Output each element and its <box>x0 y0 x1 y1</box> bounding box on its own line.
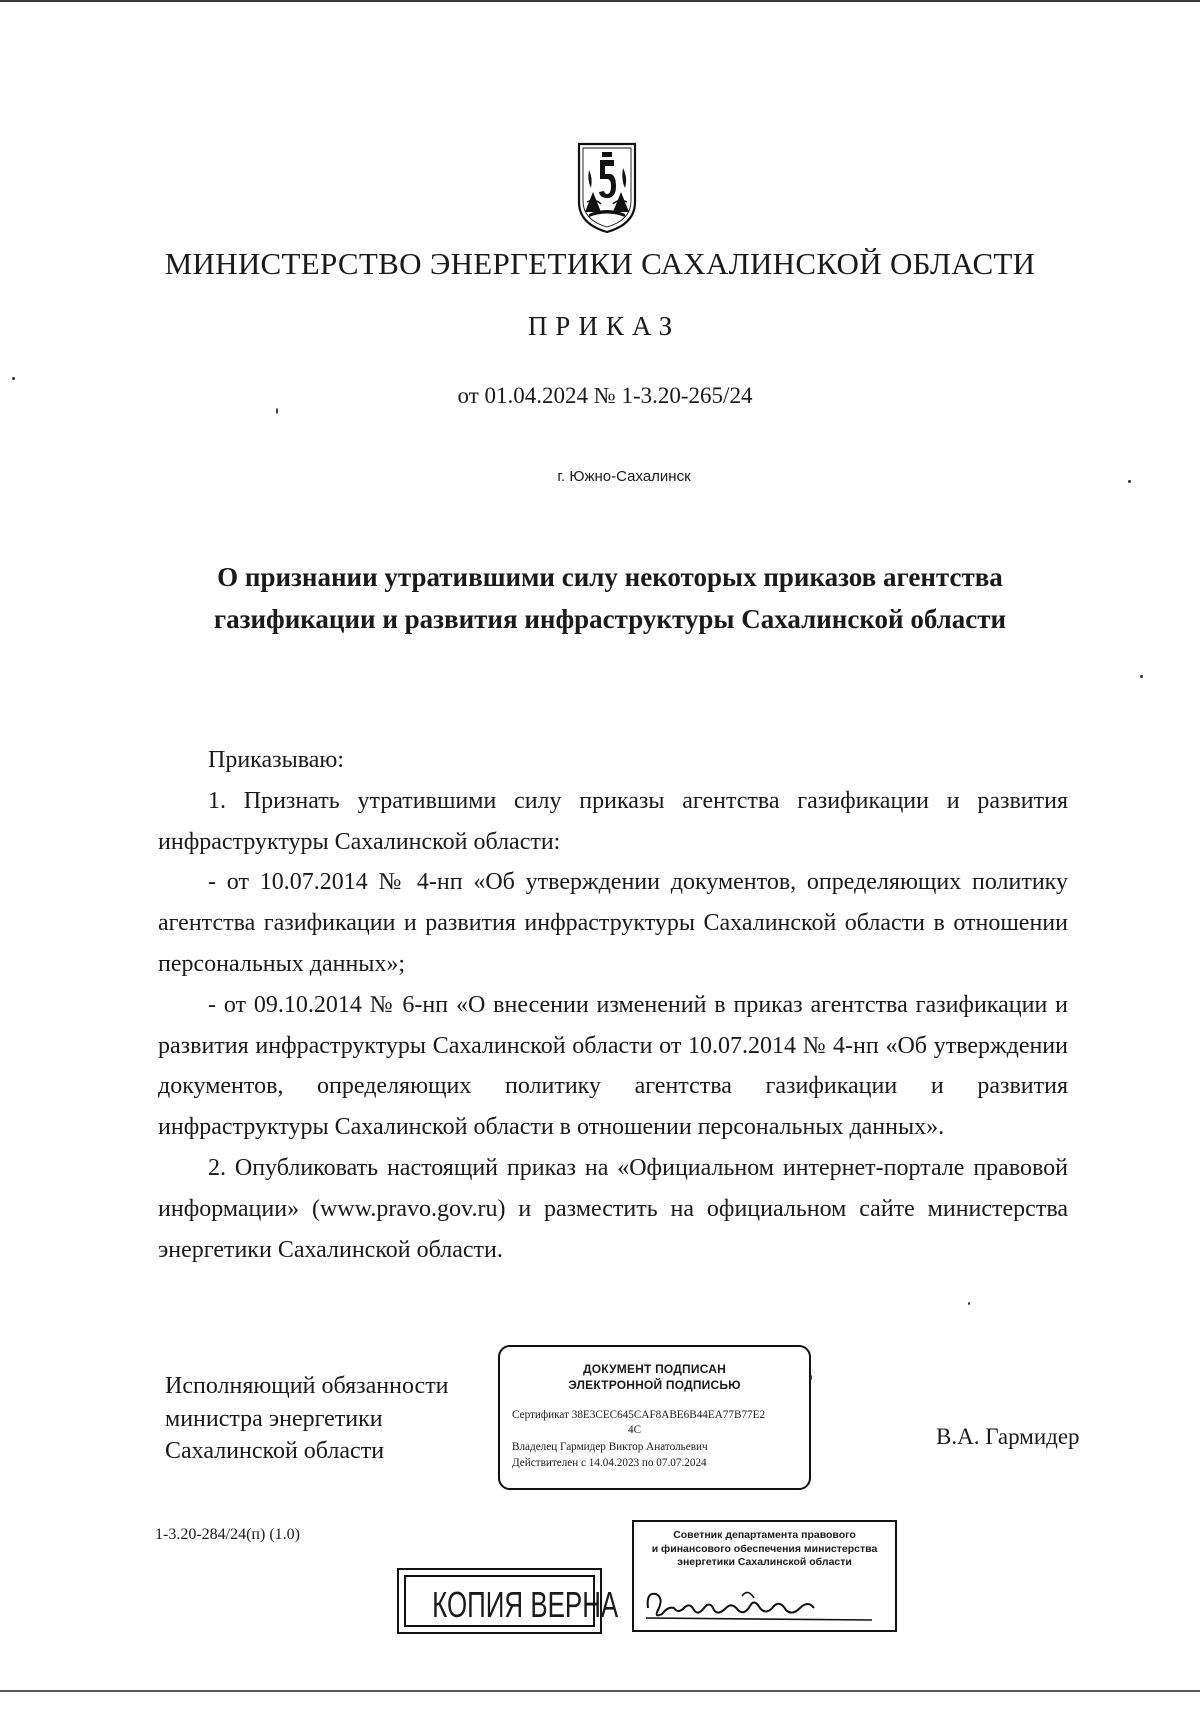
body-intro: Приказываю: <box>208 747 344 773</box>
advisor-stamp-text <box>634 1529 895 1570</box>
copy-stamp-text: КОПИЯ ВЕРНА <box>432 1584 619 1625</box>
advisor-line3: энергетики Сахалинской области <box>677 1556 852 1568</box>
ministry-name: МИНИСТЕРСТВО ЭНЕРГЕТИКИ САХАЛИНСКОЙ ОБЛАСТИ <box>164 246 1036 281</box>
body-paragraph-1-item-1: - от 10.07.2014 № 4-нп «Об утверждении документов, определяющих политику агентства газификации и развития инфраструктуры Сахалинской области в отношении персональных данных»; <box>158 869 1068 977</box>
copy-stamp-frame <box>404 1575 619 1627</box>
document-body <box>158 740 1068 1270</box>
document-date-number: от 01.04.2024 № 1-3.20-265/24 <box>457 383 753 408</box>
document-title: О признании утратившими силу некоторых приказов агентства газификации и развития инфраструктуры Сахалинской области <box>213 562 1007 634</box>
advisor-line2: и финансового обеспечения министерства <box>651 1542 878 1555</box>
scan-speck <box>810 1375 812 1380</box>
body-paragraph-1: 1. Признать утратившими силу приказы агентства газификации и развития инфраструктуры Сахалинской области: <box>158 787 1068 855</box>
document-city: г. Южно-Сахалинск <box>557 468 691 485</box>
scan-edge-top <box>0 0 1200 2</box>
scan-speck <box>12 377 15 380</box>
esign-owner: Владелец Гармидер Виктор Анатольевич <box>512 1441 708 1453</box>
scan-speck <box>1128 480 1131 483</box>
scan-speck <box>1140 675 1143 678</box>
esign-title-line2: ЭЛЕКТРОННОЙ ПОДПИСЬЮ <box>568 1378 741 1392</box>
scan-edge-bottom <box>0 1690 1200 1692</box>
sakhalin-coat-of-arms-icon <box>575 140 639 236</box>
body-paragraph-1-item-2: - от 09.10.2014 № 6-нп «О внесении изменений в приказ агентства газификации и развития инфраструктуры Сахалинской области от 10.07.2014 № 4-нп «Об утверждении документов, определяющих политику агентства газификации и развития инфраструктуры Сахалинской области в отношении персональных данных». <box>158 991 1068 1141</box>
registration-code: 1-3.20-284/24(п) (1.0) <box>155 1526 300 1543</box>
handwritten-signature <box>642 1578 887 1628</box>
esign-validity: Действителен с 14.04.2023 по 07.07.2024 <box>512 1457 707 1469</box>
electronic-signature-stamp <box>498 1345 811 1490</box>
esign-title-line1: ДОКУМЕНТ ПОДПИСАН <box>583 1362 726 1376</box>
copy-certified-stamp <box>397 1568 619 1634</box>
esign-stamp-title <box>500 1361 809 1393</box>
esign-certificate: Сертификат 38E3CEC645CAF8ABE6B44EA77B77E2 <box>512 1409 766 1421</box>
advisor-line1: Советник департамента правового <box>673 1529 856 1541</box>
signer-position: Исполняющий обязанности министра энергетики Сахалинской области <box>165 1373 449 1464</box>
body-paragraph-2: 2. Опубликовать настоящий приказ на «Официальном интернет-портале правовой информации» (www.pravo.gov.ru) и разместить на официальном сайте министерства энергетики Сахалинской области. <box>158 1154 1068 1263</box>
esign-certificate-cont: 4C <box>628 1424 642 1436</box>
scan-speck <box>968 1302 970 1305</box>
scan-speck <box>276 408 278 414</box>
document-type: ПРИКАЗ <box>527 311 681 341</box>
signer-name: В.А. Гармидер <box>936 1424 1080 1449</box>
advisor-certification-stamp <box>632 1520 897 1632</box>
